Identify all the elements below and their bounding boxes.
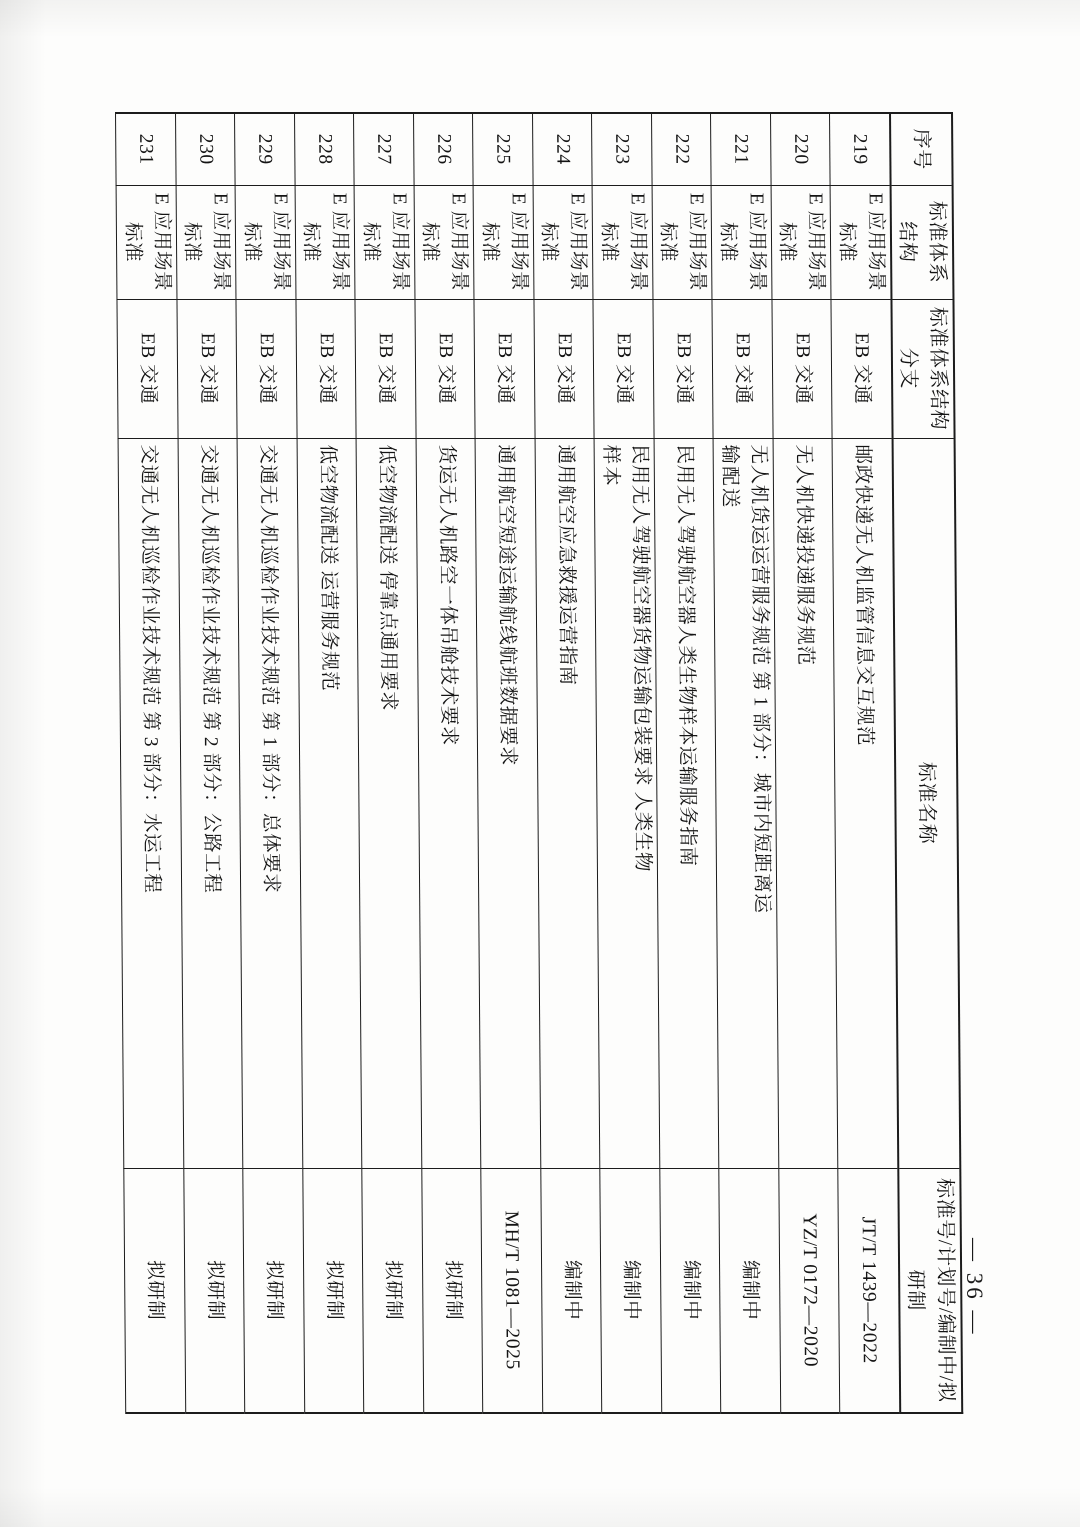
table-row bbox=[830, 113, 900, 1413]
cell-architecture: E 应用场景标准 bbox=[712, 185, 772, 299]
cell-architecture: E 应用场景标准 bbox=[593, 185, 653, 299]
cell-branch: EB 交通 bbox=[712, 299, 773, 438]
cell-branch: EB 交通 bbox=[474, 299, 535, 438]
table-row bbox=[116, 113, 186, 1413]
header-seq: 序号 bbox=[890, 113, 953, 185]
cell-branch: EB 交通 bbox=[296, 299, 357, 438]
cell-branch: EB 交通 bbox=[415, 299, 476, 438]
cell-seq: 222 bbox=[652, 113, 712, 185]
cell-standard-number: YZ/T 0172—2020 bbox=[779, 1168, 840, 1413]
table-row bbox=[592, 113, 662, 1413]
scan-edge-left bbox=[0, 0, 46, 1527]
header-branch: 标准体系结构分支 bbox=[891, 299, 954, 438]
header-architecture: 标准体系结构 bbox=[891, 185, 954, 299]
standards-table bbox=[116, 112, 964, 1414]
cell-architecture: E 应用场景标准 bbox=[295, 185, 355, 299]
cell-architecture: E 应用场景标准 bbox=[652, 185, 712, 299]
cell-branch: EB 交通 bbox=[355, 299, 416, 438]
standards-table-body bbox=[116, 113, 962, 1413]
cell-standard-number: 拟研制 bbox=[422, 1168, 483, 1413]
scan-edge-top bbox=[0, 0, 1080, 38]
cell-architecture: E 应用场景标准 bbox=[117, 185, 177, 299]
cell-standard-name: 通用航空短途运输航线航班数据要求 bbox=[476, 438, 541, 1168]
cell-branch: EB 交通 bbox=[831, 299, 892, 438]
cell-standard-number: 拟研制 bbox=[303, 1168, 364, 1413]
cell-standard-name: 交通无人机巡检作业技术规范 第 2 部分：公路工程 bbox=[178, 438, 243, 1168]
cell-architecture: E 应用场景标准 bbox=[176, 185, 236, 299]
table-header-row bbox=[890, 113, 962, 1413]
cell-architecture: E 应用场景标准 bbox=[414, 185, 474, 299]
table-row bbox=[771, 113, 841, 1413]
cell-branch: EB 交通 bbox=[653, 299, 714, 438]
cell-seq: 221 bbox=[711, 113, 771, 185]
cell-seq: 227 bbox=[354, 113, 414, 185]
cell-branch: EB 交通 bbox=[177, 299, 238, 438]
cell-standard-number: MH/T 1081—2025 bbox=[481, 1168, 542, 1413]
page-folio: — 36 — bbox=[962, 1238, 987, 1337]
standard-name-line2: 样本 bbox=[599, 444, 621, 488]
rotated-table-container bbox=[121, 112, 963, 1412]
table-row bbox=[295, 113, 365, 1413]
header-number: 标准号/计划号/编制中/拟研制 bbox=[898, 1168, 962, 1413]
cell-standard-number: JT/T 1439—2022 bbox=[838, 1168, 900, 1413]
table-row bbox=[652, 113, 722, 1413]
cell-architecture: E 应用场景标准 bbox=[831, 185, 892, 299]
table-row bbox=[354, 113, 424, 1413]
cell-architecture: E 应用场景标准 bbox=[474, 185, 534, 299]
table-row bbox=[176, 113, 246, 1413]
cell-standard-name: 通用航空应急救援运营指南 bbox=[535, 438, 600, 1168]
cell-seq: 224 bbox=[533, 113, 593, 185]
cell-standard-name: 无人机快递投递服务规范 bbox=[773, 438, 838, 1168]
cell-standard-name: 民用无人驾驶航空器人类生物样本运输服务指南 bbox=[654, 438, 719, 1168]
cell-standard-number: 编制中 bbox=[660, 1168, 721, 1413]
cell-standard-number: 拟研制 bbox=[243, 1168, 304, 1413]
cell-standard-name: 交通无人机巡检作业技术规范 第 1 部分：总体要求 bbox=[238, 438, 303, 1168]
cell-branch: EB 交通 bbox=[534, 299, 595, 438]
cell-seq: 219 bbox=[830, 113, 891, 185]
cell-seq: 231 bbox=[116, 113, 176, 185]
table-row bbox=[533, 113, 603, 1413]
cell-standard-name: 无人机货运运营服务规范 第 1 部分：城市内短距离运 输配送 bbox=[714, 438, 779, 1168]
standard-name-line2: 输配送 bbox=[718, 444, 740, 510]
cell-seq: 223 bbox=[592, 113, 652, 185]
cell-standard-name: 交通无人机巡检作业技术规范 第 3 部分：水运工程 bbox=[119, 438, 184, 1168]
cell-architecture: E 应用场景标准 bbox=[533, 185, 593, 299]
cell-seq: 229 bbox=[235, 113, 295, 185]
header-name: 标准名称 bbox=[893, 438, 961, 1168]
cell-standard-number: 拟研制 bbox=[184, 1168, 245, 1413]
cell-standard-name: 邮政快递无人机监管信息交互规范 bbox=[833, 438, 899, 1168]
cell-standard-number: 编制中 bbox=[719, 1168, 780, 1413]
cell-standard-name: 民用无人驾驶航空器货物运输包装要求 人类生物 样本 bbox=[595, 438, 660, 1168]
cell-standard-number: 编制中 bbox=[541, 1168, 602, 1413]
cell-seq: 230 bbox=[176, 113, 236, 185]
cell-standard-number: 拟研制 bbox=[362, 1168, 423, 1413]
cell-branch: EB 交通 bbox=[772, 299, 833, 438]
cell-architecture: E 应用场景标准 bbox=[236, 185, 296, 299]
scan-edge-bottom bbox=[0, 1487, 1080, 1527]
table-row bbox=[711, 113, 781, 1413]
cell-branch: EB 交通 bbox=[117, 299, 178, 438]
cell-standard-number: 编制中 bbox=[600, 1168, 661, 1413]
table-row bbox=[473, 113, 543, 1413]
cell-seq: 220 bbox=[771, 113, 831, 185]
cell-standard-number: 拟研制 bbox=[124, 1168, 185, 1413]
cell-branch: EB 交通 bbox=[593, 299, 654, 438]
cell-architecture: E 应用场景标准 bbox=[355, 185, 415, 299]
table-row bbox=[235, 113, 305, 1413]
table-row bbox=[414, 113, 484, 1413]
cell-architecture: E 应用场景标准 bbox=[771, 185, 831, 299]
cell-branch: EB 交通 bbox=[236, 299, 297, 438]
cell-seq: 225 bbox=[473, 113, 533, 185]
cell-standard-name: 货运无人机路空一体吊舱技术要求 bbox=[416, 438, 481, 1168]
cell-seq: 228 bbox=[295, 113, 355, 185]
cell-standard-name: 低空物流配送 停靠点通用要求 bbox=[357, 438, 422, 1168]
cell-standard-name: 低空物流配送 运营服务规范 bbox=[297, 438, 362, 1168]
cell-seq: 226 bbox=[414, 113, 474, 185]
